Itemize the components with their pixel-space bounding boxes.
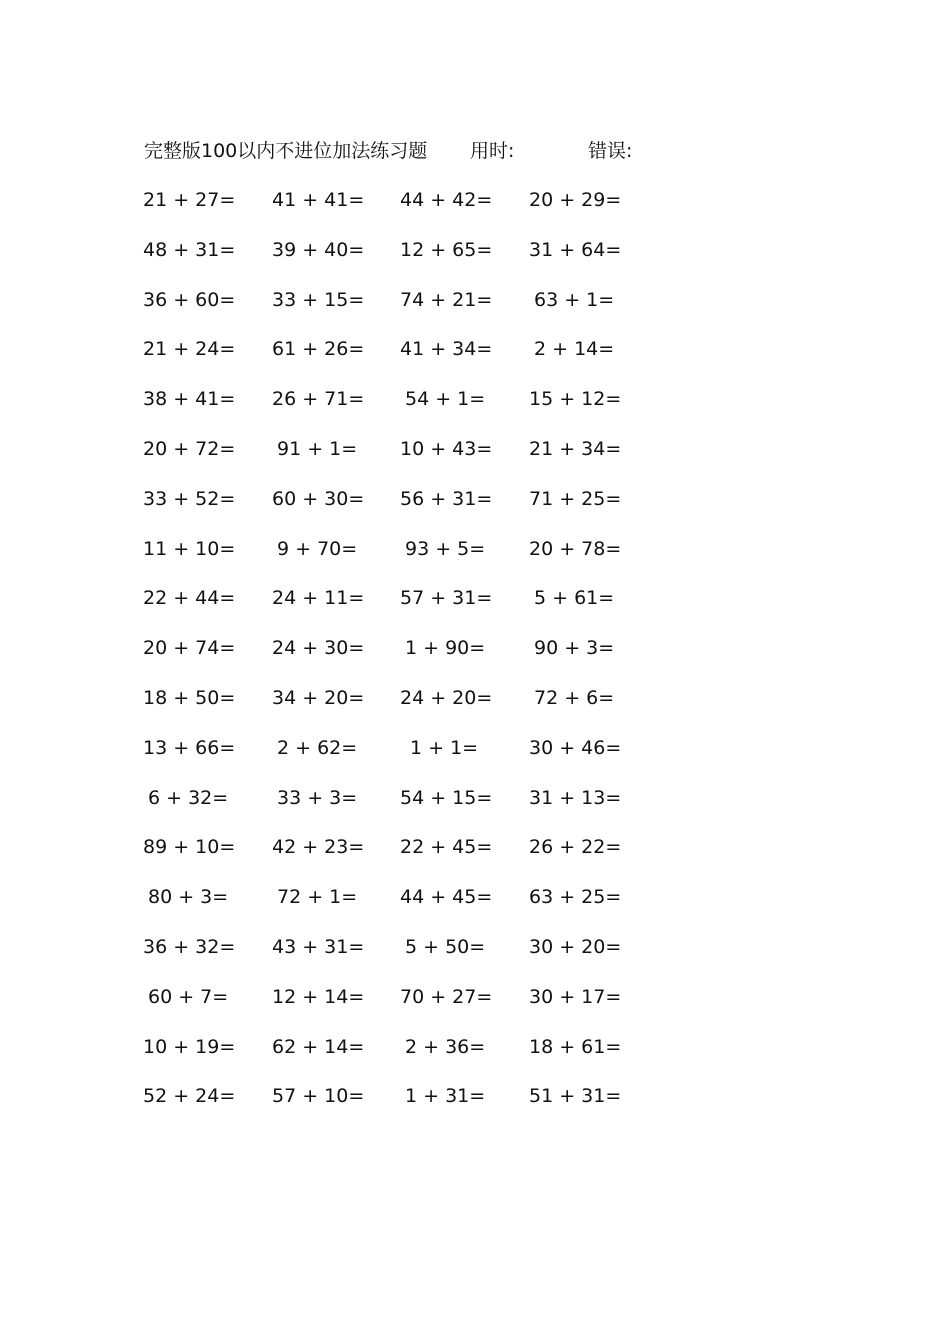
addition-problem: 2 + 14=	[534, 338, 615, 361]
addition-problem: 63 + 1=	[534, 288, 615, 311]
addition-problem: 51 + 31=	[529, 1085, 622, 1108]
addition-problem: 52 + 24=	[143, 1085, 236, 1108]
addition-problem: 89 + 10=	[143, 836, 236, 859]
addition-problem: 1 + 1=	[410, 736, 479, 759]
problem-row	[0, 283, 950, 333]
addition-problem: 72 + 1=	[277, 886, 358, 909]
addition-problem: 42 + 23=	[272, 836, 365, 859]
problem-grid	[0, 183, 950, 1129]
addition-problem: 31 + 13=	[529, 786, 622, 809]
addition-problem: 39 + 40=	[272, 238, 365, 261]
time-label: 用时:	[470, 140, 515, 162]
addition-problem: 80 + 3=	[148, 886, 229, 909]
addition-problem: 21 + 24=	[143, 338, 236, 361]
problem-row	[0, 532, 950, 582]
addition-problem: 54 + 15=	[400, 786, 493, 809]
addition-problem: 44 + 45=	[400, 886, 493, 909]
addition-problem: 10 + 19=	[143, 1035, 236, 1058]
addition-problem: 60 + 30=	[272, 487, 365, 510]
addition-problem: 12 + 14=	[272, 985, 365, 1008]
addition-problem: 90 + 3=	[534, 637, 615, 660]
addition-problem: 24 + 11=	[272, 587, 365, 610]
addition-problem: 70 + 27=	[400, 985, 493, 1008]
problem-row	[0, 880, 950, 930]
addition-problem: 93 + 5=	[405, 537, 486, 560]
worksheet-header	[0, 134, 950, 168]
problem-row	[0, 1079, 950, 1129]
addition-problem: 48 + 31=	[143, 238, 236, 261]
addition-problem: 61 + 26=	[272, 338, 365, 361]
problem-row	[0, 482, 950, 532]
addition-problem: 33 + 3=	[277, 786, 358, 809]
problem-row	[0, 1030, 950, 1080]
addition-problem: 91 + 1=	[277, 437, 358, 460]
problem-row	[0, 830, 950, 880]
addition-problem: 33 + 52=	[143, 487, 236, 510]
problem-row	[0, 980, 950, 1030]
addition-problem: 31 + 64=	[529, 238, 622, 261]
problem-row	[0, 930, 950, 980]
addition-problem: 63 + 25=	[529, 886, 622, 909]
addition-problem: 62 + 14=	[272, 1035, 365, 1058]
addition-problem: 30 + 17=	[529, 985, 622, 1008]
worksheet-title: 完整版100以内不进位加法练习题	[144, 140, 428, 162]
addition-problem: 41 + 41=	[272, 189, 365, 211]
problem-row	[0, 581, 950, 631]
addition-problem: 1 + 31=	[405, 1085, 486, 1108]
addition-problem: 36 + 60=	[143, 288, 236, 311]
addition-problem: 11 + 10=	[143, 537, 236, 560]
problem-row	[0, 731, 950, 781]
addition-problem: 13 + 66=	[143, 736, 236, 759]
addition-problem: 71 + 25=	[529, 487, 622, 510]
problem-row	[0, 332, 950, 382]
addition-problem: 22 + 44=	[143, 587, 236, 610]
addition-problem: 21 + 27=	[143, 189, 236, 211]
addition-problem: 2 + 62=	[277, 736, 358, 759]
addition-problem: 10 + 43=	[400, 437, 493, 460]
addition-problem: 30 + 20=	[529, 935, 622, 958]
problem-row	[0, 781, 950, 831]
addition-problem: 56 + 31=	[400, 487, 493, 510]
addition-problem: 22 + 45=	[400, 836, 493, 859]
addition-problem: 20 + 72=	[143, 437, 236, 460]
addition-problem: 44 + 42=	[400, 189, 493, 211]
addition-problem: 74 + 21=	[400, 288, 493, 311]
addition-problem: 57 + 10=	[272, 1085, 365, 1108]
addition-problem: 18 + 61=	[529, 1035, 622, 1058]
addition-problem: 5 + 61=	[534, 587, 615, 610]
addition-problem: 15 + 12=	[529, 388, 622, 411]
addition-problem: 33 + 15=	[272, 288, 365, 311]
addition-problem: 20 + 74=	[143, 637, 236, 660]
addition-problem: 30 + 46=	[529, 736, 622, 759]
problem-row	[0, 183, 950, 233]
addition-problem: 43 + 31=	[272, 935, 365, 958]
addition-problem: 38 + 41=	[143, 388, 236, 411]
addition-problem: 21 + 34=	[529, 437, 622, 460]
addition-problem: 1 + 90=	[405, 637, 486, 660]
addition-problem: 2 + 36=	[405, 1035, 486, 1058]
problem-row	[0, 233, 950, 283]
problem-row	[0, 681, 950, 731]
addition-problem: 54 + 1=	[405, 388, 486, 411]
problem-row	[0, 631, 950, 681]
addition-problem: 34 + 20=	[272, 686, 365, 709]
error-label: 错误:	[588, 140, 633, 162]
addition-problem: 57 + 31=	[400, 587, 493, 610]
problem-row	[0, 432, 950, 482]
addition-problem: 24 + 20=	[400, 686, 493, 709]
addition-problem: 5 + 50=	[405, 935, 486, 958]
addition-problem: 24 + 30=	[272, 637, 365, 660]
addition-problem: 9 + 70=	[277, 537, 358, 560]
addition-problem: 18 + 50=	[143, 686, 236, 709]
addition-problem: 60 + 7=	[148, 985, 229, 1008]
addition-problem: 72 + 6=	[534, 686, 615, 709]
addition-problem: 26 + 22=	[529, 836, 622, 859]
addition-problem: 6 + 32=	[148, 786, 229, 809]
addition-problem: 26 + 71=	[272, 388, 365, 411]
addition-problem: 20 + 78=	[529, 537, 622, 560]
addition-problem: 20 + 29=	[529, 189, 622, 211]
addition-problem: 41 + 34=	[400, 338, 493, 361]
addition-problem: 12 + 65=	[400, 238, 493, 261]
problem-row	[0, 382, 950, 432]
addition-problem: 36 + 32=	[143, 935, 236, 958]
